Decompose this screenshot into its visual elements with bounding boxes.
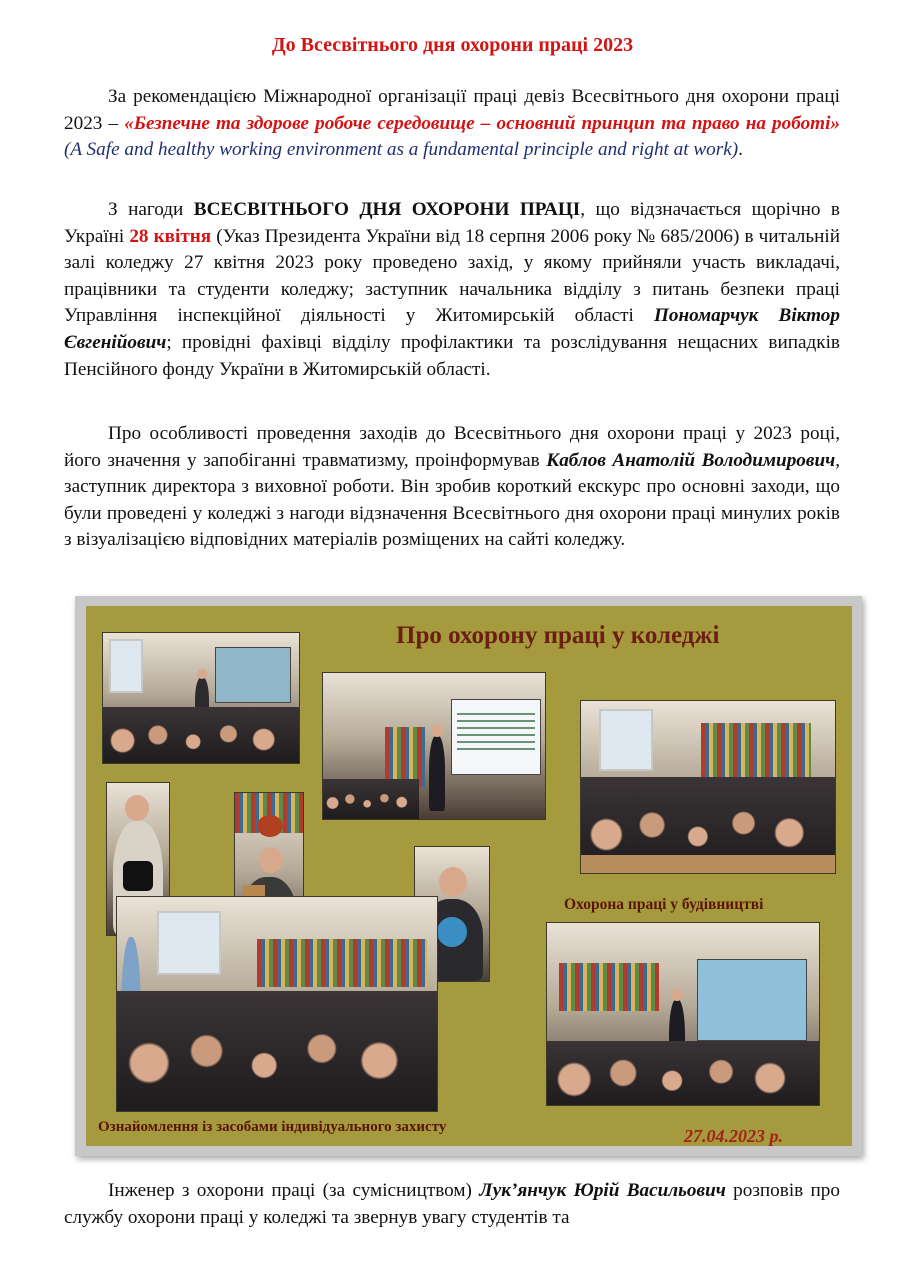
paragraph-event [64, 197, 840, 383]
speaker-text-1: Про особливості проведення заходів до Всесвітнього дня охорони праці у 2023 році, його значення у запобіганні травматизму, проінформував [64, 423, 840, 471]
guest-name: Пономарчук Віктор Євгенійович [64, 305, 840, 353]
caption-construction: Охорона праці у будівництві [564, 896, 764, 913]
engineer-text-2: розповів про службу охорони праці у коледжі та звернув увагу студентів та [64, 1180, 840, 1228]
motto-end: . [738, 139, 743, 161]
photo-reading-hall [102, 632, 300, 764]
speaker-name: Каблов Анатолій Володимирович [546, 449, 836, 471]
paragraph-engineer [64, 1178, 840, 1231]
event-text-1: З нагоди [108, 199, 194, 220]
paragraph-motto [64, 84, 840, 164]
paragraph-speaker [64, 421, 840, 554]
engineer-text-1: Інженер з охорони праці (за сумісництвом) [108, 1180, 480, 1201]
event-day-name: ВСЕСВІТНЬОГО ДНЯ ОХОРОНИ ПРАЦІ [193, 199, 581, 220]
caption-ppe: Ознайомлення із засобами індивідуального захисту [98, 1119, 447, 1135]
photo-ppe-demonstration [116, 896, 438, 1112]
event-date: 28 квітня [129, 225, 212, 247]
page-title: До Всесвітнього дня охорони праці 2023 [271, 34, 634, 56]
photo-collage [86, 606, 852, 1146]
collage-title: Про охорону праці у коледжі [396, 622, 720, 649]
motto-ukrainian: «Безпечне та здорове робоче середовище – основний принцип та право на роботі» [124, 112, 841, 134]
collage-date: 27.04.2023 р. [684, 1126, 783, 1146]
engineer-name: Лук’янчук Юрій Васильович [479, 1180, 726, 1201]
event-text-3: (Указ Президента України від 18 серпня 2006 року № 685/2006) в читальній залі коледжу 27 квітня 2023 року проведено захід, у якому прийняли участь викладачі, працівники та студенти коледжу; заступник начальника відділу з питань безпеки праці Управління інспекційної діяльності у Житомирській області [64, 225, 841, 327]
event-text-2: , що відзначається щорічно в Україні [64, 199, 840, 247]
event-text-4: ; провідні фахівці відділу профілактики та розслідування нещасних випадків Пенсійного фонду України в Житомирській області. [64, 331, 840, 380]
motto-english: (A Safe and healthy working environment as a fundamental principle and right at work) [64, 139, 739, 161]
speaker-text-2: , заступник директора з виховної роботи. Він зробив короткий екскурс про основні заходи, що були проведені у коледжі з нагоди відзначення Всесвітнього дня охорони праці минулих років з візуалізацією відповідних матеріалів розміщених на сайті коледжу. [64, 449, 840, 551]
photo-speaker-presentation [322, 672, 546, 820]
photo-construction-lecture [546, 922, 820, 1106]
motto-intro: За рекомендацією Міжнародної організації праці девіз Всесвітнього дня охорони праці 2023 – [64, 86, 840, 134]
photo-audience [580, 700, 836, 874]
